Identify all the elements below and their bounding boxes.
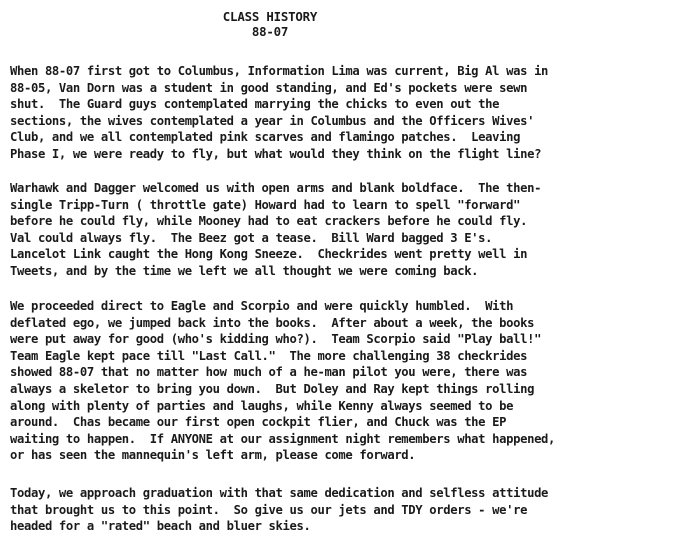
text-line: shut. The Guard guys contemplated marrying the chicks to even out the — [10, 97, 500, 112]
text-line: headed for a "rated" beach and bluer skies. — [10, 519, 311, 534]
paragraph-graduation — [10, 485, 682, 535]
text-line: always a skeletor to bring you down. But Doley and Ray kept things rolling — [10, 381, 535, 396]
text-line: sections, the wives contemplated a year in Columbus and the Officers Wives' — [10, 113, 535, 128]
text-line: When 88-07 first got to Columbus, Information Lima was current, Big Al was in — [10, 64, 549, 78]
text-line: Tweets, and by the time we left we all thought we were coming back. — [10, 263, 479, 278]
text-line: Phase I, we were ready to fly, but what would they think on the flight line? — [10, 146, 542, 161]
class-number: 88-07 — [251, 24, 289, 39]
text-line: Today, we approach graduation with that same dedication and selfless attitude — [10, 486, 549, 500]
text-line: deflated ego, we jumped back into the books. After about a week, the books — [10, 315, 535, 330]
text-line: Lancelot Link caught the Hong Kong Sneeze. Checkrides went pretty well in — [10, 247, 528, 262]
text-line: We proceeded direct to Eagle and Scorpio and were quickly humbled. With — [10, 299, 514, 313]
paragraph-warhawk-dagger — [10, 180, 682, 280]
text-line: 88-05, Van Dorn was a student in good standing, and Ed's pockets were sewn — [10, 80, 528, 95]
text-line: Team Eagle kept pace till "Last Call." The more challenging 38 checkrides — [10, 348, 528, 363]
text-line: along with plenty of parties and laughs, while Kenny always seemed to be — [10, 398, 514, 413]
text-line: were put away for good (who's kidding who?). Team Scorpio said "Play ball!" — [10, 332, 542, 347]
text-line: before he could fly, while Mooney had to eat crackers before he could fly. — [10, 214, 528, 229]
text-line: or has seen the mannequin's left arm, please come forward. — [10, 448, 416, 463]
text-line: around. Chas became our first open cockpit flier, and Chuck was the EP — [10, 415, 507, 430]
text-line: Val could always fly. The Beez got a tease. Bill Ward bagged 3 E's. — [10, 230, 493, 245]
paragraph-columbus-arrival — [10, 63, 682, 163]
text-line: single Tripp-Turn ( throttle gate) Howard had to learn to spell "forward" — [10, 197, 521, 212]
page-title: CLASS HISTORY — [222, 9, 318, 24]
text-line: showed 88-07 that no matter how much of a he-man pilot you were, there was — [10, 365, 528, 380]
text-line: Warhawk and Dagger welcomed us with open arms and blank boldface. The then- — [10, 181, 542, 195]
paragraph-eagle-scorpio — [10, 298, 682, 464]
document-header — [0, 9, 540, 39]
text-line: that brought us to this point. So give us our jets and TDY orders - we're — [10, 502, 528, 517]
text-line: Club, and we all contemplated pink scarves and flamingo patches. Leaving — [10, 130, 521, 145]
text-line: waiting to happen. If ANYONE at our assignment night remembers what happened, — [10, 431, 556, 446]
